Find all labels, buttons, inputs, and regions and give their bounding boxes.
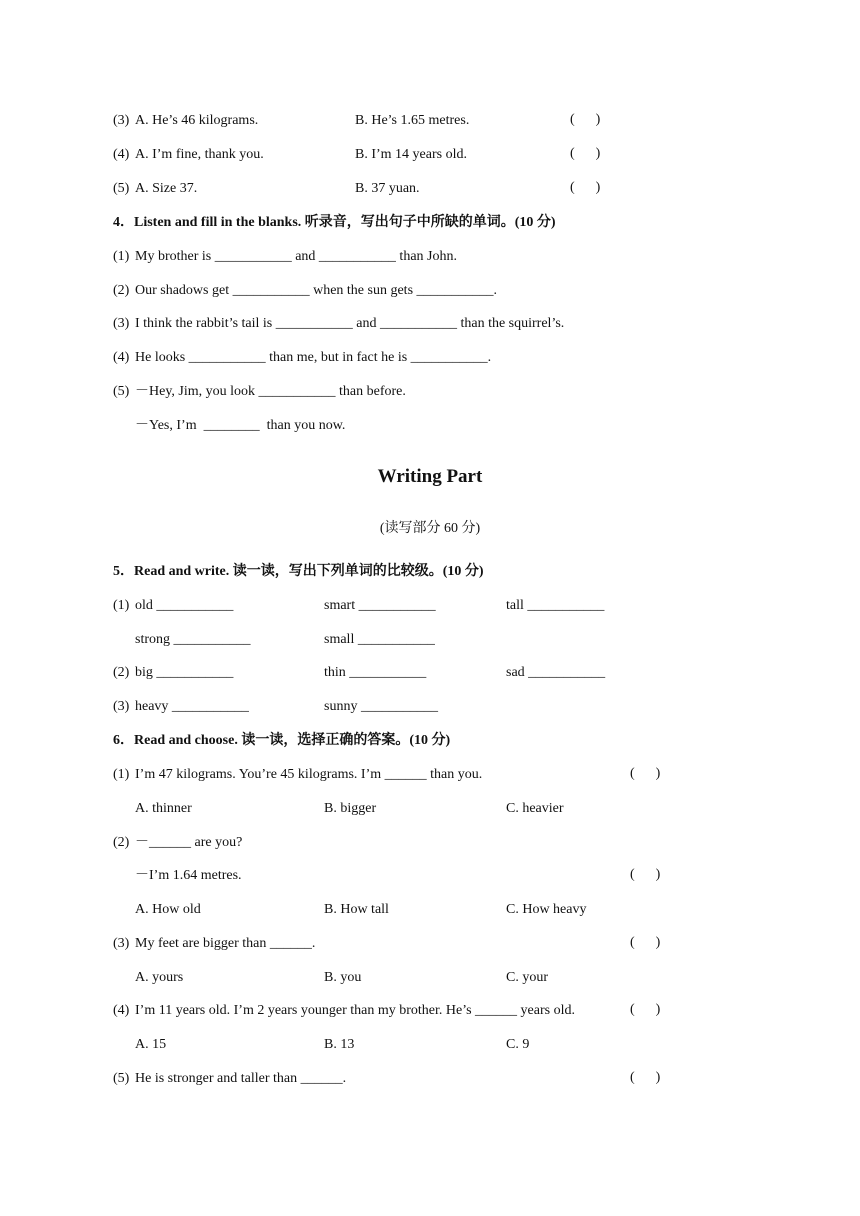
option-a: A. I’m fine, thank you. — [135, 147, 264, 162]
question-text: I’m 47 kilograms. You’re 45 kilograms. I’m ______ than you. — [135, 767, 483, 782]
word-blank: strong ___________ — [135, 632, 251, 647]
answer-blank: ( ) — [630, 935, 661, 950]
answer-blank: ( ) — [630, 1070, 661, 1085]
option-c: C. 9 — [506, 1037, 530, 1052]
word-blank: tall ___________ — [506, 598, 605, 613]
word-blank: small ___________ — [324, 632, 435, 647]
item-number: (3) — [113, 699, 130, 714]
question-text: My feet are bigger than ______. — [135, 936, 316, 951]
item-number: (1) — [113, 249, 130, 264]
item-number: (2) — [113, 835, 130, 850]
option-b: B. 13 — [324, 1037, 355, 1052]
fill-item-reply: －Yes, I’m ________ than you now. — [135, 418, 346, 433]
option-a: A. thinner — [135, 801, 192, 816]
section-title: Writing Part — [377, 466, 483, 487]
item-number: (2) — [113, 283, 130, 298]
item-number: (4) — [113, 1003, 130, 1018]
option-c: C. How heavy — [506, 902, 587, 917]
section-5-heading: 5．Read and write. 读一读，写出下列单词的比较级。(10 分) — [113, 564, 484, 579]
word-blank: thin ___________ — [324, 665, 427, 680]
item-text: －Hey, Jim, you look ___________ than before. — [135, 384, 406, 399]
question-text: I’m 11 years old. I’m 2 years younger than my brother. He’s ______ years old. — [135, 1003, 575, 1018]
item-number: (5) — [113, 1071, 130, 1086]
answer-blank: ( ) — [570, 112, 601, 127]
option-b: B. He’s 1.65 metres. — [355, 113, 470, 128]
question-text: －______ are you? — [135, 835, 243, 850]
option-a: A. 15 — [135, 1037, 167, 1052]
section-4-heading: 4．Listen and fill in the blanks. 听录音，写出句子中所缺的单词。(10 分) — [113, 215, 556, 230]
word-blank: big ___________ — [135, 665, 234, 680]
option-b: B. 37 yuan. — [355, 181, 420, 196]
item-number: (3) — [113, 936, 130, 951]
word-blank: old ___________ — [135, 598, 234, 613]
answer-blank: ( ) — [630, 1002, 661, 1017]
question-text: －I’m 1.64 metres. — [135, 868, 242, 883]
item-text: I think the rabbit’s tail is ___________ and ___________ than the squirrel’s. — [135, 316, 565, 331]
answer-blank: ( ) — [630, 867, 661, 882]
answer-blank: ( ) — [570, 180, 601, 195]
item-number: (1) — [113, 767, 130, 782]
option-a: A. How old — [135, 902, 201, 917]
item-number: (1) — [113, 598, 130, 613]
item-number: (2) — [113, 665, 130, 680]
option-a: A. yours — [135, 970, 184, 985]
option-c: C. heavier — [506, 801, 564, 816]
section-6-heading: 6．Read and choose. 读一读，选择正确的答案。(10 分) — [113, 733, 451, 748]
option-b: B. you — [324, 970, 362, 985]
word-blank: sunny ___________ — [324, 699, 438, 714]
item-number: (4) — [113, 350, 130, 365]
question-text: He is stronger and taller than ______. — [135, 1071, 347, 1086]
item-number: (5) — [113, 384, 130, 399]
item-text: Our shadows get ___________ when the sun gets ___________. — [135, 283, 498, 298]
item-number: (3) — [113, 316, 130, 331]
section-subtitle: (读写部分 60 分) — [379, 521, 481, 536]
item-text: My brother is ___________ and ___________ than John. — [135, 249, 457, 264]
item-number: (5) — [113, 181, 130, 196]
item-number: (3) — [113, 113, 130, 128]
word-blank: heavy ___________ — [135, 699, 249, 714]
option-a: A. He’s 46 kilograms. — [135, 113, 259, 128]
item-number: (4) — [113, 147, 130, 162]
option-c: C. your — [506, 970, 548, 985]
option-b: B. How tall — [324, 902, 389, 917]
answer-blank: ( ) — [630, 766, 661, 781]
item-text: He looks ___________ than me, but in fact he is ___________. — [135, 350, 492, 365]
option-b: B. I’m 14 years old. — [355, 147, 467, 162]
word-blank: smart ___________ — [324, 598, 436, 613]
option-b: B. bigger — [324, 801, 377, 816]
word-blank: sad ___________ — [506, 665, 606, 680]
option-a: A. Size 37. — [135, 181, 198, 196]
answer-blank: ( ) — [570, 146, 601, 161]
